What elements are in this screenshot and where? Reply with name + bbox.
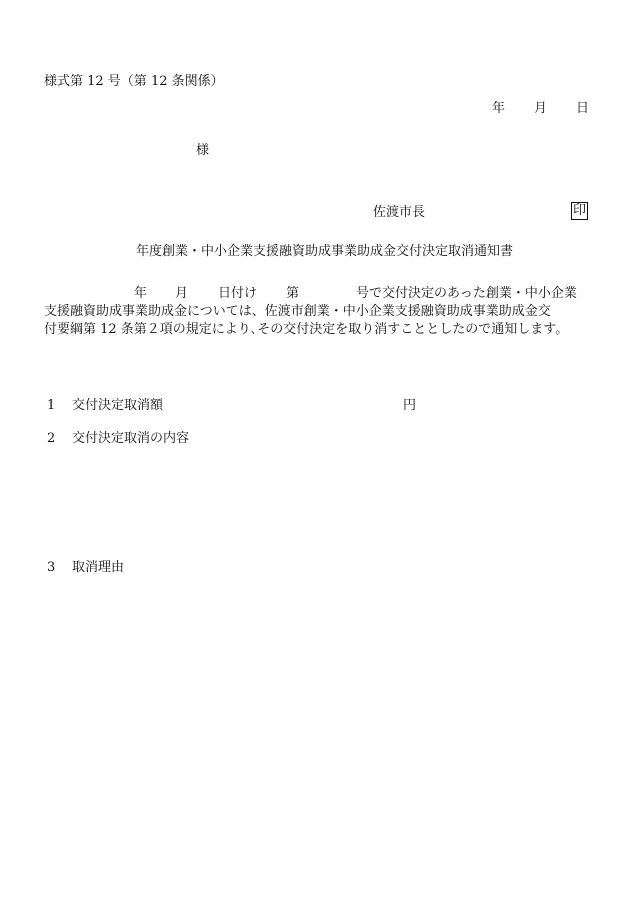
body-month-label: 月 — [175, 286, 189, 301]
body-line-1-text: 号で交付決定のあった創業・中小企業 — [356, 286, 577, 301]
document-title: 年度創業・中小企業支援融資助成事業助成金交付決定取消通知書 — [136, 244, 514, 259]
item-1-label: 交付決定取消額 — [72, 398, 164, 413]
body-number-prefix: 第 — [286, 286, 300, 301]
form-number: 様式第 12 号（第 12 条関係） — [44, 74, 224, 89]
date-year-label: 年 — [492, 101, 506, 116]
issuer-name: 佐渡市長 — [373, 205, 426, 220]
body-dated-label: 日付け — [218, 286, 258, 301]
seal-mark: 印 — [571, 202, 588, 220]
body-line-3: 付要綱第 12 条第２項の規定により､その交付決定を取り消すこととしたので通知します。 — [44, 322, 569, 337]
item-3-label: 取消理由 — [72, 560, 125, 575]
addressee-honorific: 様 — [196, 143, 210, 158]
body-line-2: 支援融資助成事業助成金については、佐渡市創業・中小企業支援融資助成事業助成金交 — [44, 304, 551, 319]
item-2-number: 2 — [47, 431, 56, 446]
body-year-label: 年 — [134, 286, 148, 301]
item-3-number: 3 — [47, 560, 56, 575]
item-1-number: 1 — [47, 398, 56, 413]
date-day-label: 日 — [576, 101, 590, 116]
item-2-label: 交付決定取消の内容 — [72, 431, 190, 446]
date-month-label: 月 — [534, 101, 548, 116]
item-1-unit: 円 — [403, 398, 417, 413]
